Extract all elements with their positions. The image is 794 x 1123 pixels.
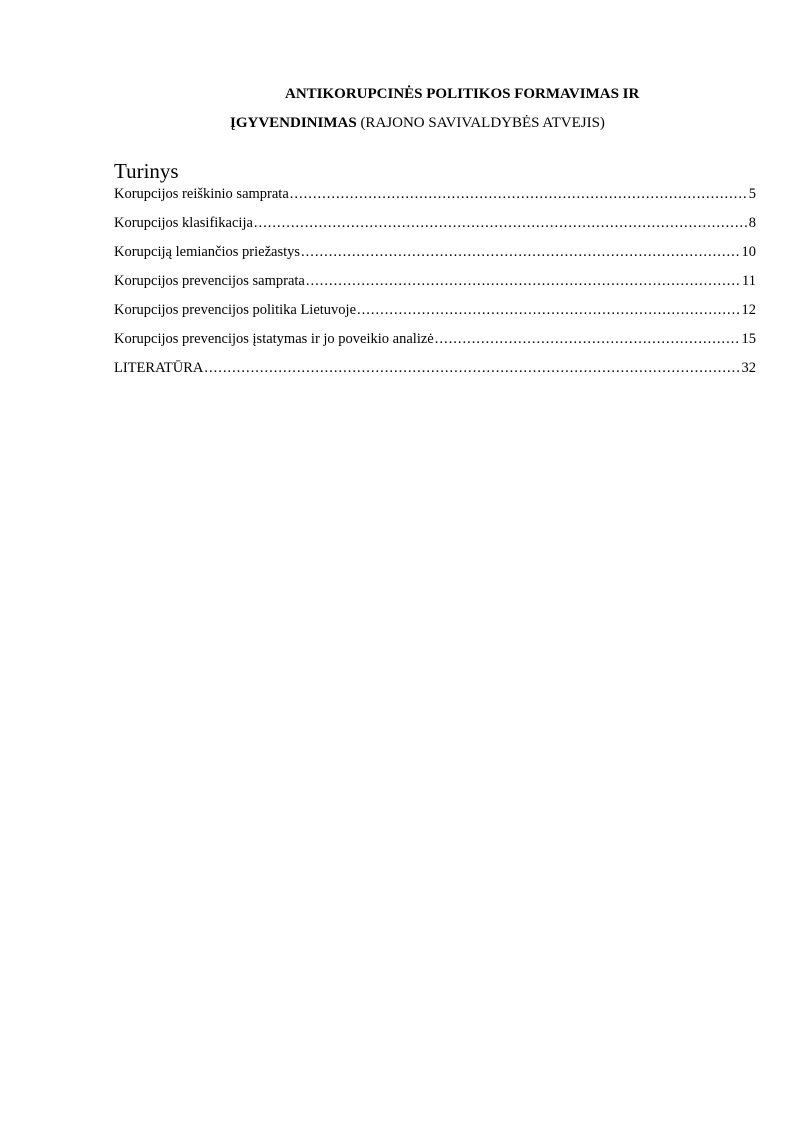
toc-entry-label: Korupcijos reiškinio samprata — [114, 186, 289, 202]
toc-entry-label: Korupcijos prevencijos politika Lietuvoje — [114, 302, 357, 318]
toc-dot-leader — [306, 271, 741, 291]
toc-dot-leader — [435, 329, 741, 349]
toc-dot-leader — [357, 300, 740, 320]
toc-entry-page-number: 15 — [741, 331, 756, 347]
toc-entry-label: Korupcijos klasifikacija — [114, 215, 253, 231]
toc-entry-page-number: 8 — [748, 215, 756, 231]
toc-entry-label: Korupciją lemiančios priežastys — [114, 244, 301, 260]
toc-dot-leader — [301, 242, 740, 262]
toc-entry[interactable] — [114, 358, 756, 387]
toc-entry-page-number: 5 — [748, 186, 756, 202]
toc-entry[interactable] — [114, 242, 756, 271]
toc-dot-leader — [204, 358, 740, 378]
toc-entry[interactable] — [114, 271, 756, 300]
document-title-line-2 — [230, 114, 605, 132]
toc-entry-label: Korupcijos prevencijos įstatymas ir jo poveikio analizė — [114, 331, 434, 347]
toc-entry-label: LITERATŪRA — [114, 360, 204, 376]
toc-entry-page-number: 10 — [741, 244, 756, 260]
toc-heading: Turinys — [114, 159, 179, 183]
document-title-line-1: ANTIKORUPCINĖS POLITIKOS FORMAVIMAS IR — [285, 86, 640, 102]
toc-dot-leader — [290, 184, 748, 204]
toc-entry-page-number: 11 — [742, 273, 756, 289]
toc-entry[interactable] — [114, 329, 756, 358]
document-title-subtitle-part: (RAJONO SAVIVALDYBĖS ATVEJIS) — [356, 115, 605, 131]
toc-entry[interactable] — [114, 213, 756, 242]
toc-entry[interactable] — [114, 300, 756, 329]
toc-dot-leader — [254, 213, 748, 233]
table-of-contents — [114, 184, 756, 387]
toc-entry[interactable] — [114, 184, 756, 213]
toc-entry-page-number: 12 — [741, 302, 756, 318]
toc-entry-page-number: 32 — [741, 360, 756, 376]
document-title-bold-part: ĮGYVENDINIMAS — [230, 115, 357, 131]
toc-entry-label: Korupcijos prevencijos samprata — [114, 273, 305, 289]
